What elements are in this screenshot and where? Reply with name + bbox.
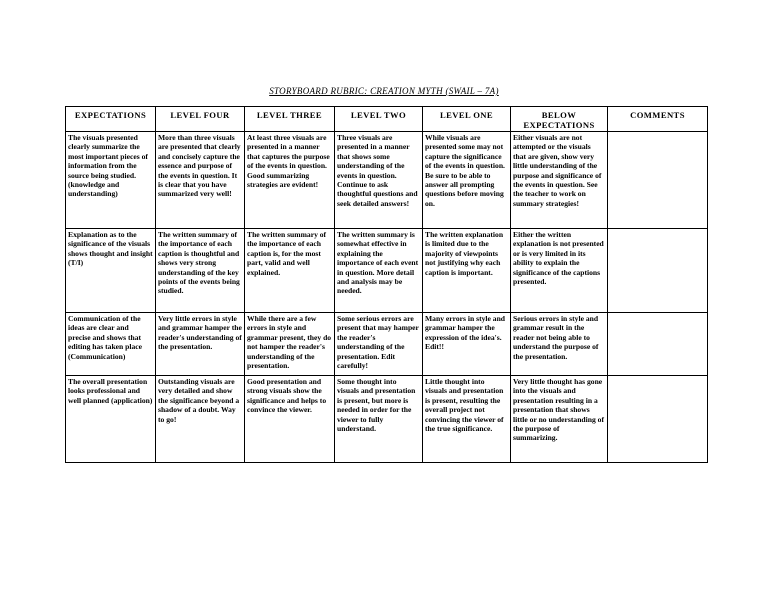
table-row [66, 313, 708, 376]
cell-level-four: Outstanding visuals are very detailed and show the significance beyond a shadow of a doubt. Way to go! [156, 376, 245, 463]
header-level-one: LEVEL ONE [423, 107, 511, 132]
header-row [66, 107, 708, 132]
cell-level-four: Very little errors in style and grammar hamper the reader's understanding of the presentation. [156, 313, 245, 376]
cell-below-expectations: Serious errors in style and grammar result in the reader not being able to understand the purpose of the presentation. [511, 313, 608, 376]
document-title: STORYBOARD RUBRIC: CREATION MYTH (SWAIL – 7A) [269, 86, 499, 96]
cell-expectation: The overall presentation looks professional and well planned (application) [66, 376, 156, 463]
cell-level-four: More than three visuals are presented that clearly and concisely capture the essence and purpose of the events in question. It is clear that you have summarized very well! [156, 132, 245, 229]
cell-expectation: Explanation as to the significance of the visuals shows thought and insight (T/I) [66, 229, 156, 313]
cell-below-expectations: Either visuals are not attempted or the visuals that are given, show very little understanding of the purpose and significance of the events in question. See the teacher to work on summary strategies! [511, 132, 608, 229]
cell-level-three: At least three visuals are presented in a manner that captures the purpose of the events in question. Good summarizing strategies are evident! [245, 132, 335, 229]
cell-level-three: The written summary of the importance of each caption is, for the most part, valid and well explained. [245, 229, 335, 313]
cell-expectation: Communication of the ideas are clear and precise and shows that editing has taken place (Communication) [66, 313, 156, 376]
cell-level-one: The written explanation is limited due to the majority of viewpoints not justifying why each caption is important. [423, 229, 511, 313]
cell-level-two: Three visuals are presented in a manner that shows some understanding of the events in question. Continue to ask thoughtful questions and seek detailed answers! [335, 132, 423, 229]
table-row [66, 229, 708, 313]
cell-comments [608, 313, 708, 376]
cell-level-two: Some serious errors are present that may hamper the reader's understanding of the presentation. Edit carefully! [335, 313, 423, 376]
cell-expectation: The visuals presented clearly summarize the most important pieces of information from the source being studied. (knowledge and understanding) [66, 132, 156, 229]
header-level-four: LEVEL FOUR [156, 107, 245, 132]
cell-comments [608, 229, 708, 313]
cell-comments [608, 132, 708, 229]
table-row [66, 376, 708, 463]
header-level-two: LEVEL TWO [335, 107, 423, 132]
header-level-three: LEVEL THREE [245, 107, 335, 132]
cell-below-expectations: Either the written explanation is not presented or is very limited in its ability to explain the significance of the captions presented. [511, 229, 608, 313]
header-below-expectations: BELOW EXPECTATIONS [511, 107, 608, 132]
cell-comments [608, 376, 708, 463]
cell-level-one: Many errors in style and grammar hamper the expression of the idea's. Edit!! [423, 313, 511, 376]
header-expectations: EXPECTATIONS [66, 107, 156, 132]
table-row [66, 132, 708, 229]
cell-level-one: Little thought into visuals and presentation is present, resulting the overall project not convincing the viewer of the true significance. [423, 376, 511, 463]
header-comments: COMMENTS [608, 107, 708, 132]
cell-level-one: While visuals are presented some may not capture the significance of the events in question. Be sure to be able to answer all prompting questions before moving on. [423, 132, 511, 229]
cell-level-three: Good presentation and strong visuals show the significance and helps to convince the viewer. [245, 376, 335, 463]
cell-below-expectations: Very little thought has gone into the visuals and presentation resulting in a presentation that shows little or no understanding of the purpose of summarizing. [511, 376, 608, 463]
cell-level-four: The written summary of the importance of each caption is thoughtful and shows very strong understanding of the key points of the events being studied. [156, 229, 245, 313]
cell-level-two: Some thought into visuals and presentation is present, but more is needed in order for the viewer to fully understand. [335, 376, 423, 463]
cell-level-two: The written summary is somewhat effective in explaining the importance of each event in question. More detail and analysis may be needed. [335, 229, 423, 313]
cell-level-three: While there are a few errors in style and grammar present, they do not hamper the reader's understanding of the presentation. [245, 313, 335, 376]
rubric-table [65, 106, 708, 463]
